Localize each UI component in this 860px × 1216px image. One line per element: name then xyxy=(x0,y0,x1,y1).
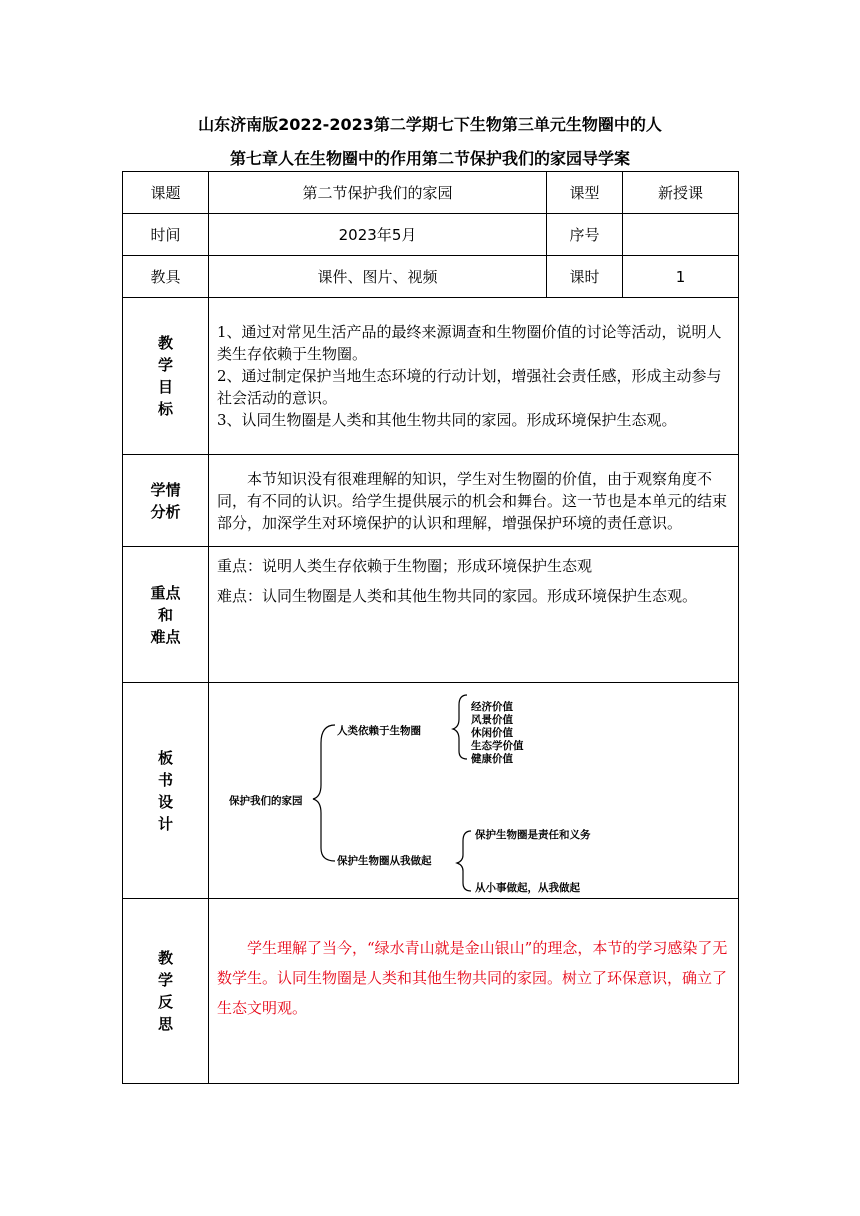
tools-label: 教具 xyxy=(123,256,209,298)
board-value: 经济价值 xyxy=(471,701,513,713)
board-content xyxy=(209,683,739,899)
goals-content xyxy=(209,298,739,455)
goal-item: 1、通过对常见生活产品的最终来源调查和生物圈价值的讨论等活动，说明人类生存依赖于生物圈。 xyxy=(217,323,722,363)
topic-label: 课题 xyxy=(123,172,209,214)
periods-label: 课时 xyxy=(547,256,623,298)
tools-value: 课件、图片、视频 xyxy=(209,256,547,298)
board-diagram xyxy=(209,683,737,894)
board-value: 风景价值 xyxy=(471,714,513,726)
board-branch1: 人类依赖于生物圈 xyxy=(337,725,421,737)
row-time xyxy=(123,214,739,256)
document-title-line2: 第七章人在生物圈中的作用第二节保护我们的家园导学案 xyxy=(229,149,630,168)
row-keypoints xyxy=(123,547,739,683)
goal-item: 3、认同生物圈是人类和其他生物共同的家园。形成环境保护生态观。 xyxy=(217,411,677,429)
row-goals xyxy=(123,298,739,455)
goals-label: 教 学 目 标 xyxy=(123,298,209,455)
time-label: 时间 xyxy=(123,214,209,256)
root-brace xyxy=(313,725,335,861)
document-title-line1: 山东济南版2022-2023第二学期七下生物第三单元生物圈中的人 xyxy=(198,115,662,134)
values-brace xyxy=(453,695,467,759)
row-analysis xyxy=(123,455,739,547)
row-topic xyxy=(123,172,739,214)
board-action: 从小事做起，从我做起 xyxy=(475,882,580,894)
board-value: 健康价值 xyxy=(471,753,513,765)
keypoints-label: 重点 和 难点 xyxy=(123,547,209,683)
board-label: 板 书 设 计 xyxy=(123,683,209,899)
row-board xyxy=(123,683,739,899)
reflection-label: 教 学 反 思 xyxy=(123,899,209,1084)
difficult-point: 难点：认同生物圈是人类和其他生物共同的家园。形成环境保护生态观。 xyxy=(217,587,698,605)
periods-value: 1 xyxy=(623,256,739,298)
goal-item: 2、通过制定保护当地生态环境的行动计划，增强社会责任感，形成主动参与社会活动的意识。 xyxy=(217,367,722,407)
analysis-content xyxy=(209,455,739,547)
time-value: 2023年5月 xyxy=(209,214,547,256)
actions-brace xyxy=(457,831,471,891)
analysis-label: 学情 分析 xyxy=(123,455,209,547)
row-tools xyxy=(123,256,739,298)
board-value: 生态学价值 xyxy=(471,740,524,752)
topic-value: 第二节保护我们的家园 xyxy=(209,172,547,214)
keypoints-content xyxy=(209,547,739,683)
serial-label: 序号 xyxy=(547,214,623,256)
board-branch2: 保护生物圈从我做起 xyxy=(337,855,432,867)
board-value: 休闲价值 xyxy=(471,727,513,739)
serial-value xyxy=(623,214,739,256)
type-value: 新授课 xyxy=(623,172,739,214)
row-reflection xyxy=(123,899,739,1084)
type-label: 课型 xyxy=(547,172,623,214)
lesson-plan-table xyxy=(122,171,739,1084)
analysis-text: 本节知识没有很难理解的知识，学生对生物圈的价值，由于观察角度不同，有不同的认识。给学生提供展示的机会和舞台。这一节也是本单元的结束部分，加深学生对环境保护的认识和理解，增强保护环境的责任意识。 xyxy=(217,469,728,532)
board-root: 保护我们的家园 xyxy=(229,795,303,807)
reflection-text: 学生理解了当今，“绿水青山就是金山银山”的理念，本节的学习感染了无数学生。认同生物圈是人类和其他生物共同的家园。树立了环保意识，确立了生态文明观。 xyxy=(217,939,728,1017)
key-point: 重点：说明人类生存依赖于生物圈；形成环境保护生态观 xyxy=(217,557,593,575)
board-action: 保护生物圈是责任和义务 xyxy=(475,829,591,841)
reflection-content xyxy=(209,899,739,1084)
